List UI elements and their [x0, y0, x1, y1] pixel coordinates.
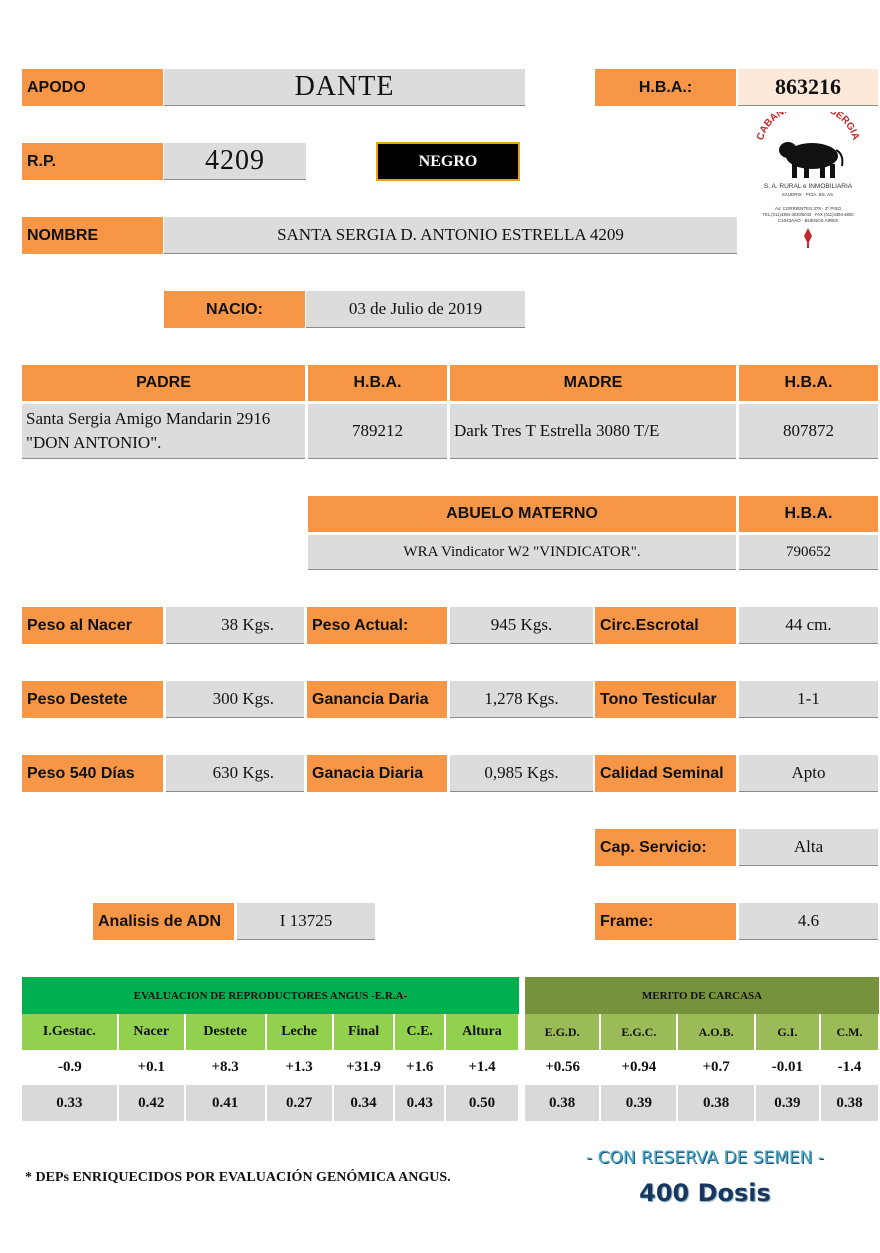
- adn-value: I 13725: [237, 903, 375, 940]
- era-dep-value: +0.1: [118, 1050, 185, 1085]
- era-column-header: Leche: [266, 1014, 333, 1050]
- padre-hba-header: H.B.A.: [308, 365, 447, 401]
- circ-value: 44 cm.: [739, 607, 878, 644]
- merito-column-header: A.O.B.: [677, 1014, 754, 1050]
- hba-label: H.B.A.:: [595, 69, 736, 106]
- padre-line1: Santa Sergia Amigo Mandarin 2916: [26, 409, 271, 428]
- era-dep-value: +1.6: [394, 1050, 445, 1085]
- merito-dep-value: +0.56: [525, 1050, 600, 1085]
- abuelo-value: WRA Vindicator W2 "VINDICATOR".: [308, 535, 736, 570]
- era-accuracy-value: 0.27: [266, 1085, 333, 1121]
- era-column-header: Nacer: [118, 1014, 185, 1050]
- cap-value: Alta: [739, 829, 878, 866]
- madre-hba-value: 807872: [739, 404, 878, 459]
- merito-column-header: G.I.: [755, 1014, 820, 1050]
- tono-label: Tono Testicular: [595, 681, 736, 718]
- peso540-label: Peso 540 Días: [22, 755, 163, 792]
- peso-nacer-label: Peso al Nacer: [22, 607, 163, 644]
- logo-line3: AV. CORRIENTES 378 - 2º PISO: [774, 206, 842, 211]
- logo-line2: SAUDRIX - PCIA. BS. AS.: [781, 192, 835, 197]
- tono-value: 1-1: [739, 681, 878, 718]
- hba-value: 863216: [738, 69, 878, 106]
- peso-actual-value: 945 Kgs.: [450, 607, 593, 644]
- adn-label: Analisis de ADN: [93, 903, 234, 940]
- frame-value: 4.6: [739, 903, 878, 940]
- rp-label: R.P.: [22, 143, 163, 180]
- merito-accuracy-value: 0.39: [755, 1085, 820, 1121]
- era-accuracy-value: 0.41: [185, 1085, 266, 1121]
- merito-dep-value: +0.94: [600, 1050, 677, 1085]
- peso-destete-label: Peso Destete: [22, 681, 163, 718]
- padre-header: PADRE: [22, 365, 305, 401]
- era-accuracy-value: 0.50: [445, 1085, 519, 1121]
- color-badge: NEGRO: [376, 142, 520, 181]
- peso-destete-value: 300 Kgs.: [166, 681, 304, 718]
- nacio-value: 03 de Julio de 2019: [306, 291, 525, 328]
- era-title: EVALUACION DE REPRODUCTORES ANGUS -E.R.A-: [22, 977, 519, 1014]
- footnote: * DEPs ENRIQUECIDOS POR EVALUACIÓN GENÓMICA ANGUS.: [25, 1170, 451, 1185]
- ganacia-label: Ganacia Diaria: [307, 755, 447, 792]
- merito-title: MERITO DE CARCASA: [525, 977, 879, 1014]
- circ-label: Circ.Escrotal: [595, 607, 736, 644]
- calidad-value: Apto: [739, 755, 878, 792]
- frame-label: Frame:: [595, 903, 736, 940]
- apodo-label: APODO: [22, 69, 163, 106]
- era-dep-value: +8.3: [185, 1050, 266, 1085]
- ganancia-label: Ganancia Daria: [307, 681, 447, 718]
- era-dep-value: +1.4: [445, 1050, 519, 1085]
- era-column-header: Destete: [185, 1014, 266, 1050]
- calidad-label: Calidad Seminal: [595, 755, 736, 792]
- ganacia-value: 0,985 Kgs.: [450, 755, 593, 792]
- nacio-label: NACIO:: [164, 291, 305, 328]
- bull-icon: [779, 142, 842, 178]
- padre-hba-value: 789212: [308, 404, 447, 459]
- merito-accuracy-value: 0.38: [677, 1085, 754, 1121]
- era-accuracy-value: 0.34: [333, 1085, 395, 1121]
- era-table: [22, 977, 520, 1121]
- era-column-header: Altura: [445, 1014, 519, 1050]
- merito-dep-value: -0.01: [755, 1050, 820, 1085]
- abuelo-hba-value: 790652: [739, 535, 878, 570]
- merito-accuracy-value: 0.39: [600, 1085, 677, 1121]
- abuelo-hba-header: H.B.A.: [739, 496, 878, 532]
- reserva-text: - CON RESERVA DE SEMEN -: [586, 1148, 824, 1168]
- peso540-value: 630 Kgs.: [166, 755, 304, 792]
- era-dep-value: -0.9: [22, 1050, 118, 1085]
- era-column-header: I.Gestac.: [22, 1014, 118, 1050]
- merito-accuracy-value: 0.38: [525, 1085, 600, 1121]
- merito-column-header: E.G.D.: [525, 1014, 600, 1050]
- merito-table: [525, 977, 880, 1121]
- era-accuracy-value: 0.33: [22, 1085, 118, 1121]
- cap-label: Cap. Servicio:: [595, 829, 736, 866]
- era-accuracy-value: 0.43: [394, 1085, 445, 1121]
- abuelo-header: ABUELO MATERNO: [308, 496, 736, 532]
- nombre-label: NOMBRE: [22, 217, 163, 254]
- logo-arc-text: CABAÑ ERGIA: [754, 112, 862, 142]
- padre-value: [22, 404, 305, 459]
- era-column-header: C.E.: [394, 1014, 445, 1050]
- ganancia-value: 1,278 Kgs.: [450, 681, 593, 718]
- madre-value: Dark Tres T Estrella 3080 T/E: [450, 404, 736, 459]
- padre-line2: "DON ANTONIO".: [26, 433, 162, 452]
- logo-line1: S. A. RURAL e INMOBILIARIA: [763, 183, 853, 190]
- era-dep-value: +31.9: [333, 1050, 395, 1085]
- logo-line4: TEL.(011)4394-3030/5043 · FAX (011)4394-4800: [762, 212, 854, 217]
- merito-column-header: E.G.C.: [600, 1014, 677, 1050]
- dosis-text: 400 Dosis: [639, 1179, 771, 1207]
- cabana-logo: [746, 112, 870, 252]
- nombre-value: SANTA SERGIA D. ANTONIO ESTRELLA 4209: [164, 217, 737, 254]
- merito-dep-value: +0.7: [677, 1050, 754, 1085]
- merito-dep-value: -1.4: [820, 1050, 879, 1085]
- merito-accuracy-value: 0.38: [820, 1085, 879, 1121]
- era-dep-value: +1.3: [266, 1050, 333, 1085]
- merito-column-header: C.M.: [820, 1014, 879, 1050]
- peso-actual-label: Peso Actual:: [307, 607, 447, 644]
- svg-text:CABAÑA SANTA SERGIA: [755, 112, 861, 142]
- apodo-value: DANTE: [164, 69, 525, 106]
- logo-line5: C1043AAO · BUENOS AIRES: [777, 218, 839, 223]
- rp-value: 4209: [164, 143, 306, 180]
- era-accuracy-value: 0.42: [118, 1085, 185, 1121]
- peso-nacer-value: 38 Kgs.: [166, 607, 304, 644]
- madre-hba-header: H.B.A.: [739, 365, 878, 401]
- era-column-header: Final: [333, 1014, 395, 1050]
- madre-header: MADRE: [450, 365, 736, 401]
